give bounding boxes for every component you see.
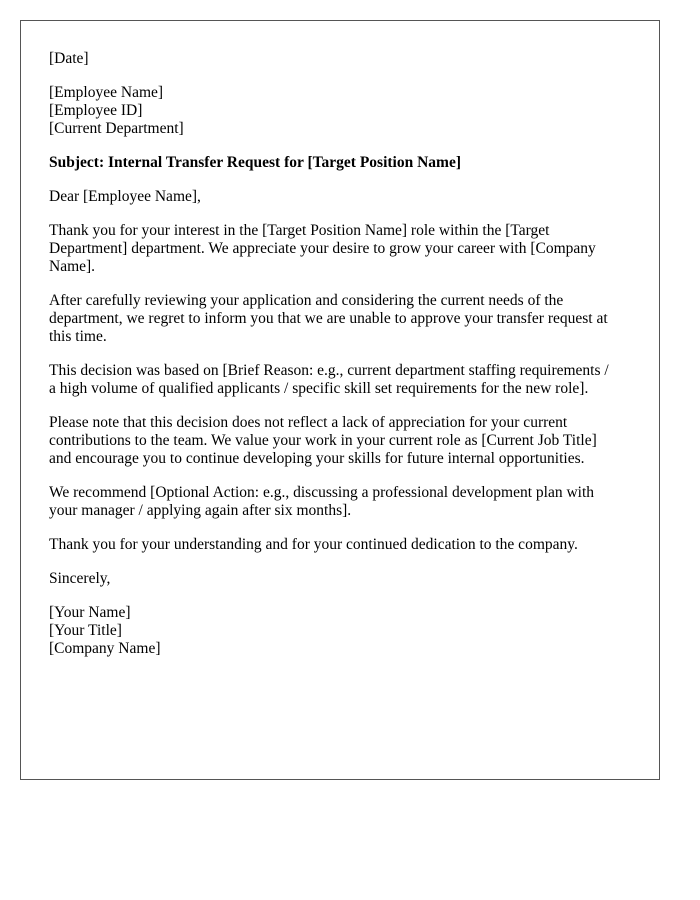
body-paragraph-3 [49,362,639,398]
body-line: This decision was based on [Brief Reason: e.g., current department staffing requirements / [49,362,609,379]
body-line: contributions to the team. We value your work in your current role as [Current Job Title] [49,432,597,449]
signature-name: [Your Name] [49,604,131,621]
signature-title: [Your Title] [49,622,122,639]
body-paragraph-2 [49,292,639,346]
signature-company: [Company Name] [49,640,161,657]
body-line: Name]. [49,258,96,275]
recipient-id: [Employee ID] [49,102,143,119]
body-paragraph-4 [49,414,639,468]
letter-content [49,50,639,674]
closing-text: Sincerely, [49,570,111,587]
body-line: department, we regret to inform you that we are unable to approve your transfer request at [49,310,608,327]
body-line: Department] department. We appreciate your desire to grow your career with [Company [49,240,596,257]
body-paragraph-6 [49,536,639,554]
recipient-department: [Current Department] [49,120,184,137]
body-line: Thank you for your understanding and for your continued dedication to the company. [49,536,578,553]
body-line: a high volume of qualified applicants / specific skill set requirements for the new role]. [49,380,589,397]
recipient-name: [Employee Name] [49,84,164,101]
salutation-text: Dear [Employee Name], [49,188,201,205]
date-text: [Date] [49,50,89,67]
body-line: Thank you for your interest in the [Target Position Name] role within the [Target [49,222,550,239]
recipient-block [49,84,639,138]
body-line: and encourage you to continue developing your skills for future internal opportunities. [49,450,585,467]
body-line: Please note that this decision does not reflect a lack of appreciation for your current [49,414,568,431]
salutation-block [49,188,639,206]
body-line: We recommend [Optional Action: e.g., discussing a professional development plan with [49,484,595,501]
body-line: your manager / applying again after six months]. [49,502,352,519]
subject-block [49,154,639,172]
subject-line: Subject: Internal Transfer Request for [Target Position Name] [49,154,461,171]
closing-block [49,570,639,588]
signature-block [49,604,639,658]
letter-frame [20,20,660,780]
body-paragraph-1 [49,222,639,276]
body-paragraph-5 [49,484,639,520]
date-block [49,50,639,68]
body-line: this time. [49,328,107,345]
body-line: After carefully reviewing your application and considering the current needs of the [49,292,564,309]
